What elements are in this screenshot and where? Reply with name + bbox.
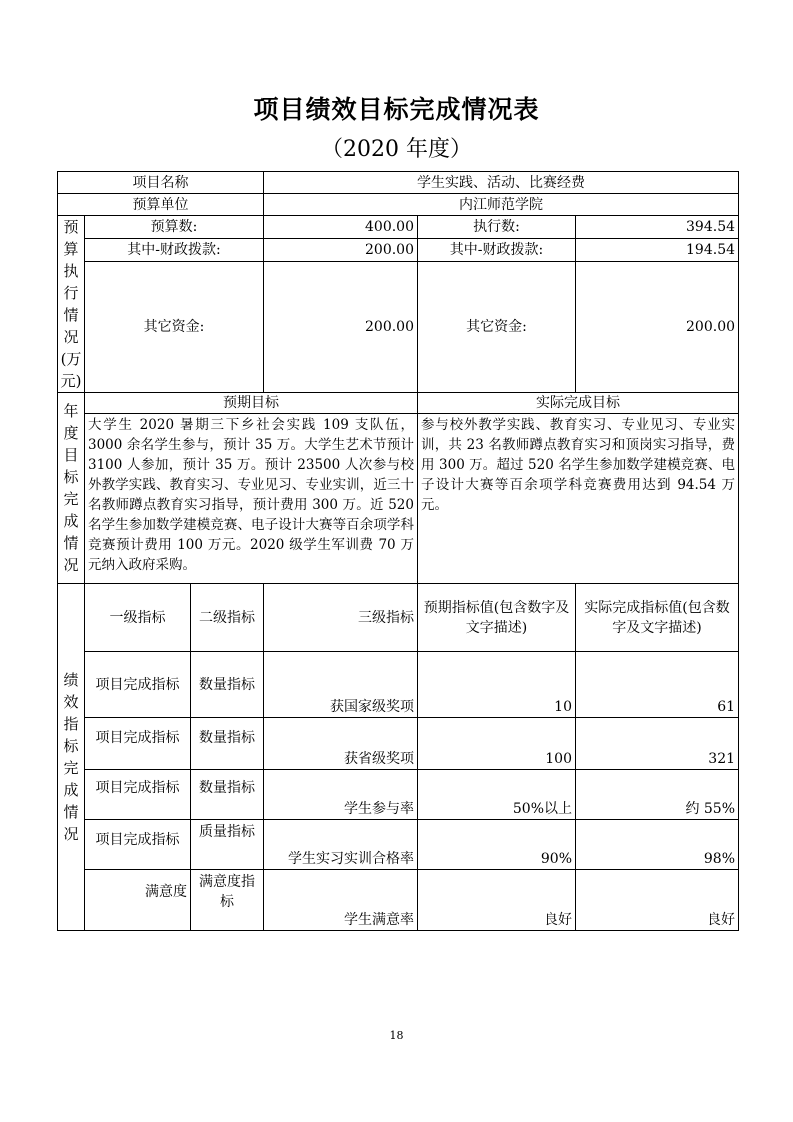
project-name-row	[58, 172, 739, 194]
indicator-level1: 项目完成指标	[85, 652, 191, 718]
project-name-value: 学生实践、活动、比赛经费	[264, 172, 739, 194]
expected-goal-text: 大学生 2020 暑期三下乡社会实践 109 支队伍，3000 余名学生参与，预计 35 万。大学生艺术节预计 3100 人参加，预计 35 万。预计 23500 人次参与校外教学实践、教育实习、专业见习、专业实训，近三十名教师蹲点教育实习指导，预计费用 300 万。近 520 名学生参加数学建模竞赛、电子设计大赛等百余项学科竞赛预计费用 100 万元。2020 级学生军训费 70 万元纳入政府采购。	[85, 414, 418, 584]
header-level1: 一级指标	[85, 584, 191, 652]
unit-row	[58, 194, 739, 216]
header-level2: 二级指标	[191, 584, 264, 652]
indicator-actual: 321	[576, 718, 739, 770]
unit-label: 预算单位	[58, 194, 264, 216]
indicator-expected: 10	[418, 652, 576, 718]
indicator-row	[58, 718, 739, 770]
goals-content-row	[58, 414, 739, 584]
indicators-header-row	[58, 584, 739, 652]
header-actual-value: 实际完成指标值(包含数字及文字描述)	[576, 584, 739, 652]
indicators-section-label: 绩效指标完成情况	[58, 584, 85, 931]
indicator-level1: 满意度	[85, 870, 191, 931]
page-number: 18	[389, 1029, 404, 1042]
indicator-level3: 学生满意率	[264, 870, 418, 931]
indicator-row	[58, 870, 739, 931]
header-expected-value: 预期指标值(包含数字及文字描述)	[418, 584, 576, 652]
indicator-level3: 获国家级奖项	[264, 652, 418, 718]
indicator-level1: 项目完成指标	[85, 820, 191, 870]
budget-section-label: 预算执行情况(万元)	[58, 216, 85, 393]
unit-value: 内江师范学院	[264, 194, 739, 216]
performance-table	[57, 171, 739, 931]
fiscal-exec-label: 其中-财政拨款:	[418, 239, 576, 262]
indicator-expected: 良好	[418, 870, 576, 931]
budget-value: 400.00	[264, 216, 418, 239]
other-funds-label: 其它资金:	[85, 262, 264, 393]
goals-header-row	[58, 393, 739, 414]
fiscal-label: 其中-财政拨款:	[85, 239, 264, 262]
page-title: 项目绩效目标完成情况表	[253, 95, 540, 124]
budget-row	[58, 216, 739, 239]
goals-section-label: 年度目标完成情况	[58, 393, 85, 584]
indicator-row	[58, 770, 739, 820]
other-funds-exec: 200.00	[576, 262, 739, 393]
actual-goal-header: 实际完成目标	[418, 393, 739, 414]
exec-label: 执行数:	[418, 216, 576, 239]
indicator-level2: 数量指标	[191, 718, 264, 770]
header-level3: 三级指标	[264, 584, 418, 652]
page-subtitle: （2020 年度）	[321, 137, 472, 162]
indicator-actual: 98%	[576, 820, 739, 870]
indicator-actual: 良好	[576, 870, 739, 931]
indicator-level1: 项目完成指标	[85, 770, 191, 820]
budget-label: 预算数:	[85, 216, 264, 239]
other-funds-row	[58, 262, 739, 393]
fiscal-exec-value: 194.54	[576, 239, 739, 262]
other-funds-budget: 200.00	[264, 262, 418, 393]
indicator-level2: 质量指标	[191, 820, 264, 870]
indicator-expected: 100	[418, 718, 576, 770]
indicator-level3: 学生实习实训合格率	[264, 820, 418, 870]
indicator-row	[58, 820, 739, 870]
indicator-expected: 50%以上	[418, 770, 576, 820]
actual-goal-text: 参与校外教学实践、教育实习、专业见习、专业实训，共 23 名教师蹲点教育实习和顶岗实习指导，费用 300 万。超过 520 名学生参加数学建模竞赛、电子设计大赛等百余项学科竞赛费用达到 94.54 万元。	[418, 414, 739, 584]
expected-goal-header: 预期目标	[85, 393, 418, 414]
fiscal-budget-value: 200.00	[264, 239, 418, 262]
indicator-level1: 项目完成指标	[85, 718, 191, 770]
indicator-level2: 数量指标	[191, 770, 264, 820]
indicator-level3: 学生参与率	[264, 770, 418, 820]
indicator-level3: 获省级奖项	[264, 718, 418, 770]
fiscal-row	[58, 239, 739, 262]
indicator-actual: 61	[576, 652, 739, 718]
indicator-row	[58, 652, 739, 718]
indicator-expected: 90%	[418, 820, 576, 870]
indicator-level2: 满意度指标	[191, 870, 264, 931]
exec-value: 394.54	[576, 216, 739, 239]
indicator-level2: 数量指标	[191, 652, 264, 718]
indicator-actual: 约 55%	[576, 770, 739, 820]
other-funds-exec-label: 其它资金:	[418, 262, 576, 393]
project-name-label: 项目名称	[58, 172, 264, 194]
